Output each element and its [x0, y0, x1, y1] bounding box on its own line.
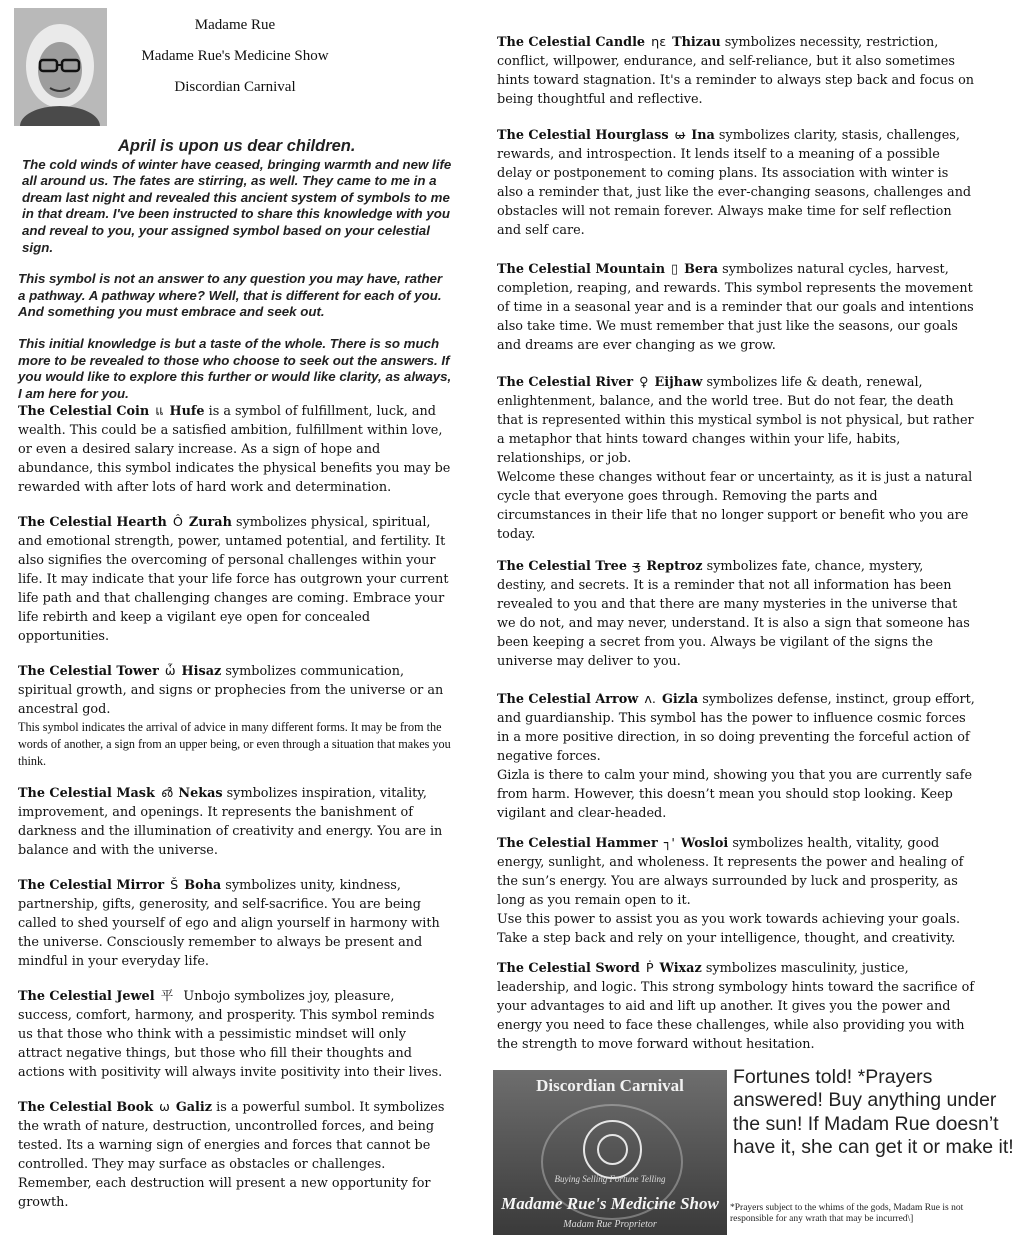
hourglass-symbol-icon: ω̶ [674, 128, 686, 143]
entry-heading: The Celestial Mirror [18, 878, 165, 894]
entry-symbol-name: Ina [691, 128, 715, 143]
entry-extra: Use this power to assist you as you work towards achieving your goals. Take a step back and rely on your intelligence, thought, and creativity. [497, 912, 961, 946]
entry-text: symbolizes necessity, restriction, conflict, willpower, endurance, and self-reliance, but it also sometimes hints toward stagnation. It's a reminder to always step back and focus on being thoughtful and reflective. [497, 35, 975, 107]
entry-heading: The Celestial Hearth [18, 515, 167, 531]
entry-heading: The Celestial Hammer [497, 836, 658, 851]
entry-text: symbolizes natural cycles, harvest, completion, reaping, and rewards. This symbol represents the movement of time in a seasonal year and is a reminder that our goals and intentions also take time. We must remember that just like the seasons, our goals and dreams are ever changing as we grow. [497, 262, 974, 353]
ad-proprietor: Madam Rue Proprietor [563, 1219, 657, 1230]
intro-section [18, 138, 452, 402]
hearth-symbol-icon: Ô [172, 515, 183, 531]
entry-symbol-name: Wosloi [680, 836, 729, 851]
ad-show-name: Madame Rue's Medicine Show [501, 1194, 719, 1213]
candle-symbol-icon: ηε [651, 35, 667, 50]
entry-heading: The Celestial Coin [18, 404, 150, 420]
entry-symbol-name: Gizla [661, 692, 699, 707]
promo-text: Fortunes told! *Prayers answered! Buy anything under the sun! If Madam Rue doesn’t have it, she can get it or make it! [733, 1066, 1014, 1158]
entry-tower [18, 662, 452, 770]
arrow-symbol-icon: ʌ. [644, 692, 656, 707]
ad-tagline: Buying Selling Fortune Telling [554, 1174, 666, 1184]
entry-text: symbolizes unity, kindness, partnership, gifts, generosity, and self-sacrifice. You are being called to shed yourself of ego and align yourself in harmony with the universe. Consciously remember to always be present and mindful in your everyday life. [18, 878, 440, 970]
entry-text: symbolizes life & death, renewal, enlightenment, balance, and the world tree. But do not fear, the death that is represented within this mystical symbol is not physical, but rather a metaphor that hints toward changes within your life, habits, relationships, or job. [497, 375, 974, 466]
entry-symbol-name: Nekas [178, 786, 223, 802]
entry-text: symbolizes clarity, stasis, challenges, rewards, and introspection. It lends itself to a meaning of a possible delay or postponement to coming plans. Its association with winter is also a reminder that, just like the ever-changing seasons, challenges and obstacles will not remain forever. Always make time for self reflection and self care. [497, 128, 972, 238]
moon-inner-icon [597, 1134, 628, 1165]
entry-text: is a symbol of fulfillment, luck, and wealth. This could be a satisfied ambition, fulfillment within love, or even a desired salary increase. As a sign of hope and abundance, this symbol indicates the physical benefits you may be rewarded with after lots of hard work and determination. [18, 404, 451, 496]
coin-symbol-icon: แ [155, 404, 164, 420]
hammer-symbol-icon: ┐' [663, 836, 675, 851]
entry-symbol-name: Bera [684, 262, 719, 277]
entry-hourglass [497, 126, 975, 240]
entry-extra: Gizla is there to calm your mind, showing you that you are currently safe from harm. However, this doesn’t mean you should stop looking. Keep vigilant and clear-headed. [497, 768, 973, 821]
jewel-symbol-icon: 平 [160, 989, 174, 1005]
entry-symbol-name: Hufe [169, 404, 205, 420]
entry-mask [18, 784, 452, 860]
right-column [497, 33, 975, 1070]
entry-text: symbolizes fate, chance, mystery, destiny, and secrets. It is a reminder that not all information has been revealed to you and that there are many mysteries in the universe that we do not, and may never, understand. It is also a sign that someone has been keeping a secret from you. Always be vigilant of the signs the universe may deliver to you. [497, 559, 970, 669]
entry-heading: The Celestial Book [18, 1100, 154, 1116]
header-name: Madame Rue [194, 17, 276, 33]
intro-heading: April is upon us dear children. [118, 137, 356, 155]
entry-heading: The Celestial Arrow [497, 692, 639, 707]
entry-heading: The Celestial Tower [18, 664, 159, 680]
promo-footnote: *Prayers subject to the whims of the gods, Madam Rue is not responsible for any wrath that may be incurred\] [730, 1203, 964, 1224]
carnival-ad-image [493, 1070, 727, 1235]
entry-heading: The Celestial Mask [18, 786, 155, 802]
intro-paragraph-1: The cold winds of winter have ceased, bringing warmth and new life all around us. The fates are stirring, as well. They came to me in a dream last night and revealed this ancient system of symbols to me in that dream. I've been instructed to share this knowledge with you and reveal to you, your assigned symbol based on your celestial sign. [22, 156, 452, 255]
entry-arrow [497, 690, 975, 823]
book-symbol-icon: ω [159, 1100, 170, 1116]
entry-heading: The Celestial Hourglass [497, 128, 669, 143]
entry-text: symbolizes masculinity, justice, leadership, and logic. This strong symbology hints toward the sacrifice of your advantages to aid and lift up another. It gives you the power and energy you need to face these challenges, while also providing you with the strength to move forward without hesitation. [497, 961, 975, 1052]
entry-coin [18, 402, 452, 497]
left-column [18, 138, 452, 1228]
entry-heading: The Celestial Sword [497, 961, 640, 976]
entry-tree [497, 557, 975, 671]
intro-paragraph-2: This symbol is not an answer to any question you may have, rather a pathway. A pathway where? Well, that is different for each of you. And something you must embrace and seek out. [18, 271, 443, 320]
entry-jewel [18, 987, 452, 1082]
intro-paragraph-3: This initial knowledge is but a taste of the whole. There is so much more to be revealed to those who choose to seek out the answers. If you would like to explore this further or would like clarity, as always, I am here for you. [18, 335, 452, 401]
page-header [120, 14, 350, 107]
sword-symbol-icon: Ṗ [645, 961, 654, 976]
tower-symbol-icon: ὧ [164, 664, 176, 680]
river-symbol-icon: ♀ [639, 375, 649, 390]
entry-symbol-name: Wixaz [659, 961, 702, 976]
entry-hearth [18, 513, 452, 646]
mountain-symbol-icon: ▯ [671, 262, 679, 277]
entry-symbol-name: Zurah [188, 515, 232, 531]
entry-sword [497, 959, 975, 1054]
entry-symbol-name: Reptroz [646, 559, 703, 574]
entry-heading: The Celestial River [497, 375, 634, 390]
entry-text: Unbojo symbolizes joy, pleasure, success, comfort, harmony, and prosperity. This symbol reminds us that those who think with a pessimistic mindset will only attract negative things, but those who fill their thoughts and actions with positivity will always invite positivity into their lives. [18, 989, 443, 1081]
entry-text: symbolizes physical, spiritual, and emotional strength, power, untamed potential, and fertility. It also signifies the overcoming of personal challenges within your life. It may indicate that your life force has outgrown your current life path and that challenging changes are coming. Embrace your life rebirth and keep a vigilant eye open for concealed opportunities. [18, 515, 449, 645]
entry-text: symbolizes communication, spiritual growth, and signs or prophecies from the universe or an ancestral god. [18, 664, 444, 718]
portrait-illustration [14, 8, 107, 126]
entry-symbol-name: Eijhaw [654, 375, 703, 390]
entry-heading: The Celestial Mountain [497, 262, 666, 277]
entry-candle [497, 33, 975, 109]
entry-symbol-name: Boha [184, 878, 222, 894]
ad-title: Discordian Carnival [536, 1076, 684, 1095]
entry-hammer [497, 834, 975, 948]
header-show: Madame Rue's Medicine Show [141, 48, 329, 64]
entry-extra: Welcome these changes without fear or uncertainty, as it is just a natural cycle that everyone goes through. Removing the parts and circumstances in their life that no longer support or benefit who you are today. [497, 470, 973, 542]
portrait-photo [14, 8, 107, 126]
entry-symbol-name: Thizau [672, 35, 721, 50]
entry-heading: The Celestial Jewel [18, 989, 155, 1005]
entry-symbol-name: Hisaz [181, 664, 222, 680]
entry-text: symbolizes inspiration, vitality, improvement, and openings. It represents the banishment of darkness and the illumination of creativity and energy. You are in balance and with the universe. [18, 786, 443, 859]
entry-text: is a powerful sumbol. It symbolizes the wrath of nature, destruction, uncontrolled forces, and being tested. Its a warning sign of energies and forces that cannot be controlled. They may surface as obstacles or challenges. Remember, each destruction will present a new opportunity for growth. [18, 1100, 445, 1211]
entry-note: This symbol indicates the arrival of advice in many different forms. It may be from the words of another, a sign from an upper being, or even through a situation that makes you think. [18, 720, 451, 769]
mirror-symbol-icon: Š [170, 878, 179, 894]
entry-symbol-name: Galiz [175, 1100, 213, 1116]
entry-book [18, 1098, 452, 1212]
mask-symbol-icon: ൴ [160, 786, 173, 802]
header-carnival: Discordian Carnival [174, 79, 296, 95]
entry-mirror [18, 876, 452, 971]
tree-symbol-icon: ʒ̶ [632, 559, 641, 574]
entry-heading: The Celestial Tree [497, 559, 627, 574]
entry-text: symbolizes health, vitality, good energy, sunlight, and wholeness. It represents the power and healing of the sun’s energy. You are always surrounded by luck and prosperity, as long as you remain open to it. [497, 836, 964, 908]
entry-text: symbolizes defense, instinct, group effort, and guardianship. This symbol has the power to influence cosmic forces in a more positive direction, in so doing preventing the forceful action of negative forces. [497, 692, 975, 764]
entry-heading: The Celestial Candle [497, 35, 646, 50]
entry-river [497, 373, 975, 544]
entry-mountain [497, 260, 975, 355]
